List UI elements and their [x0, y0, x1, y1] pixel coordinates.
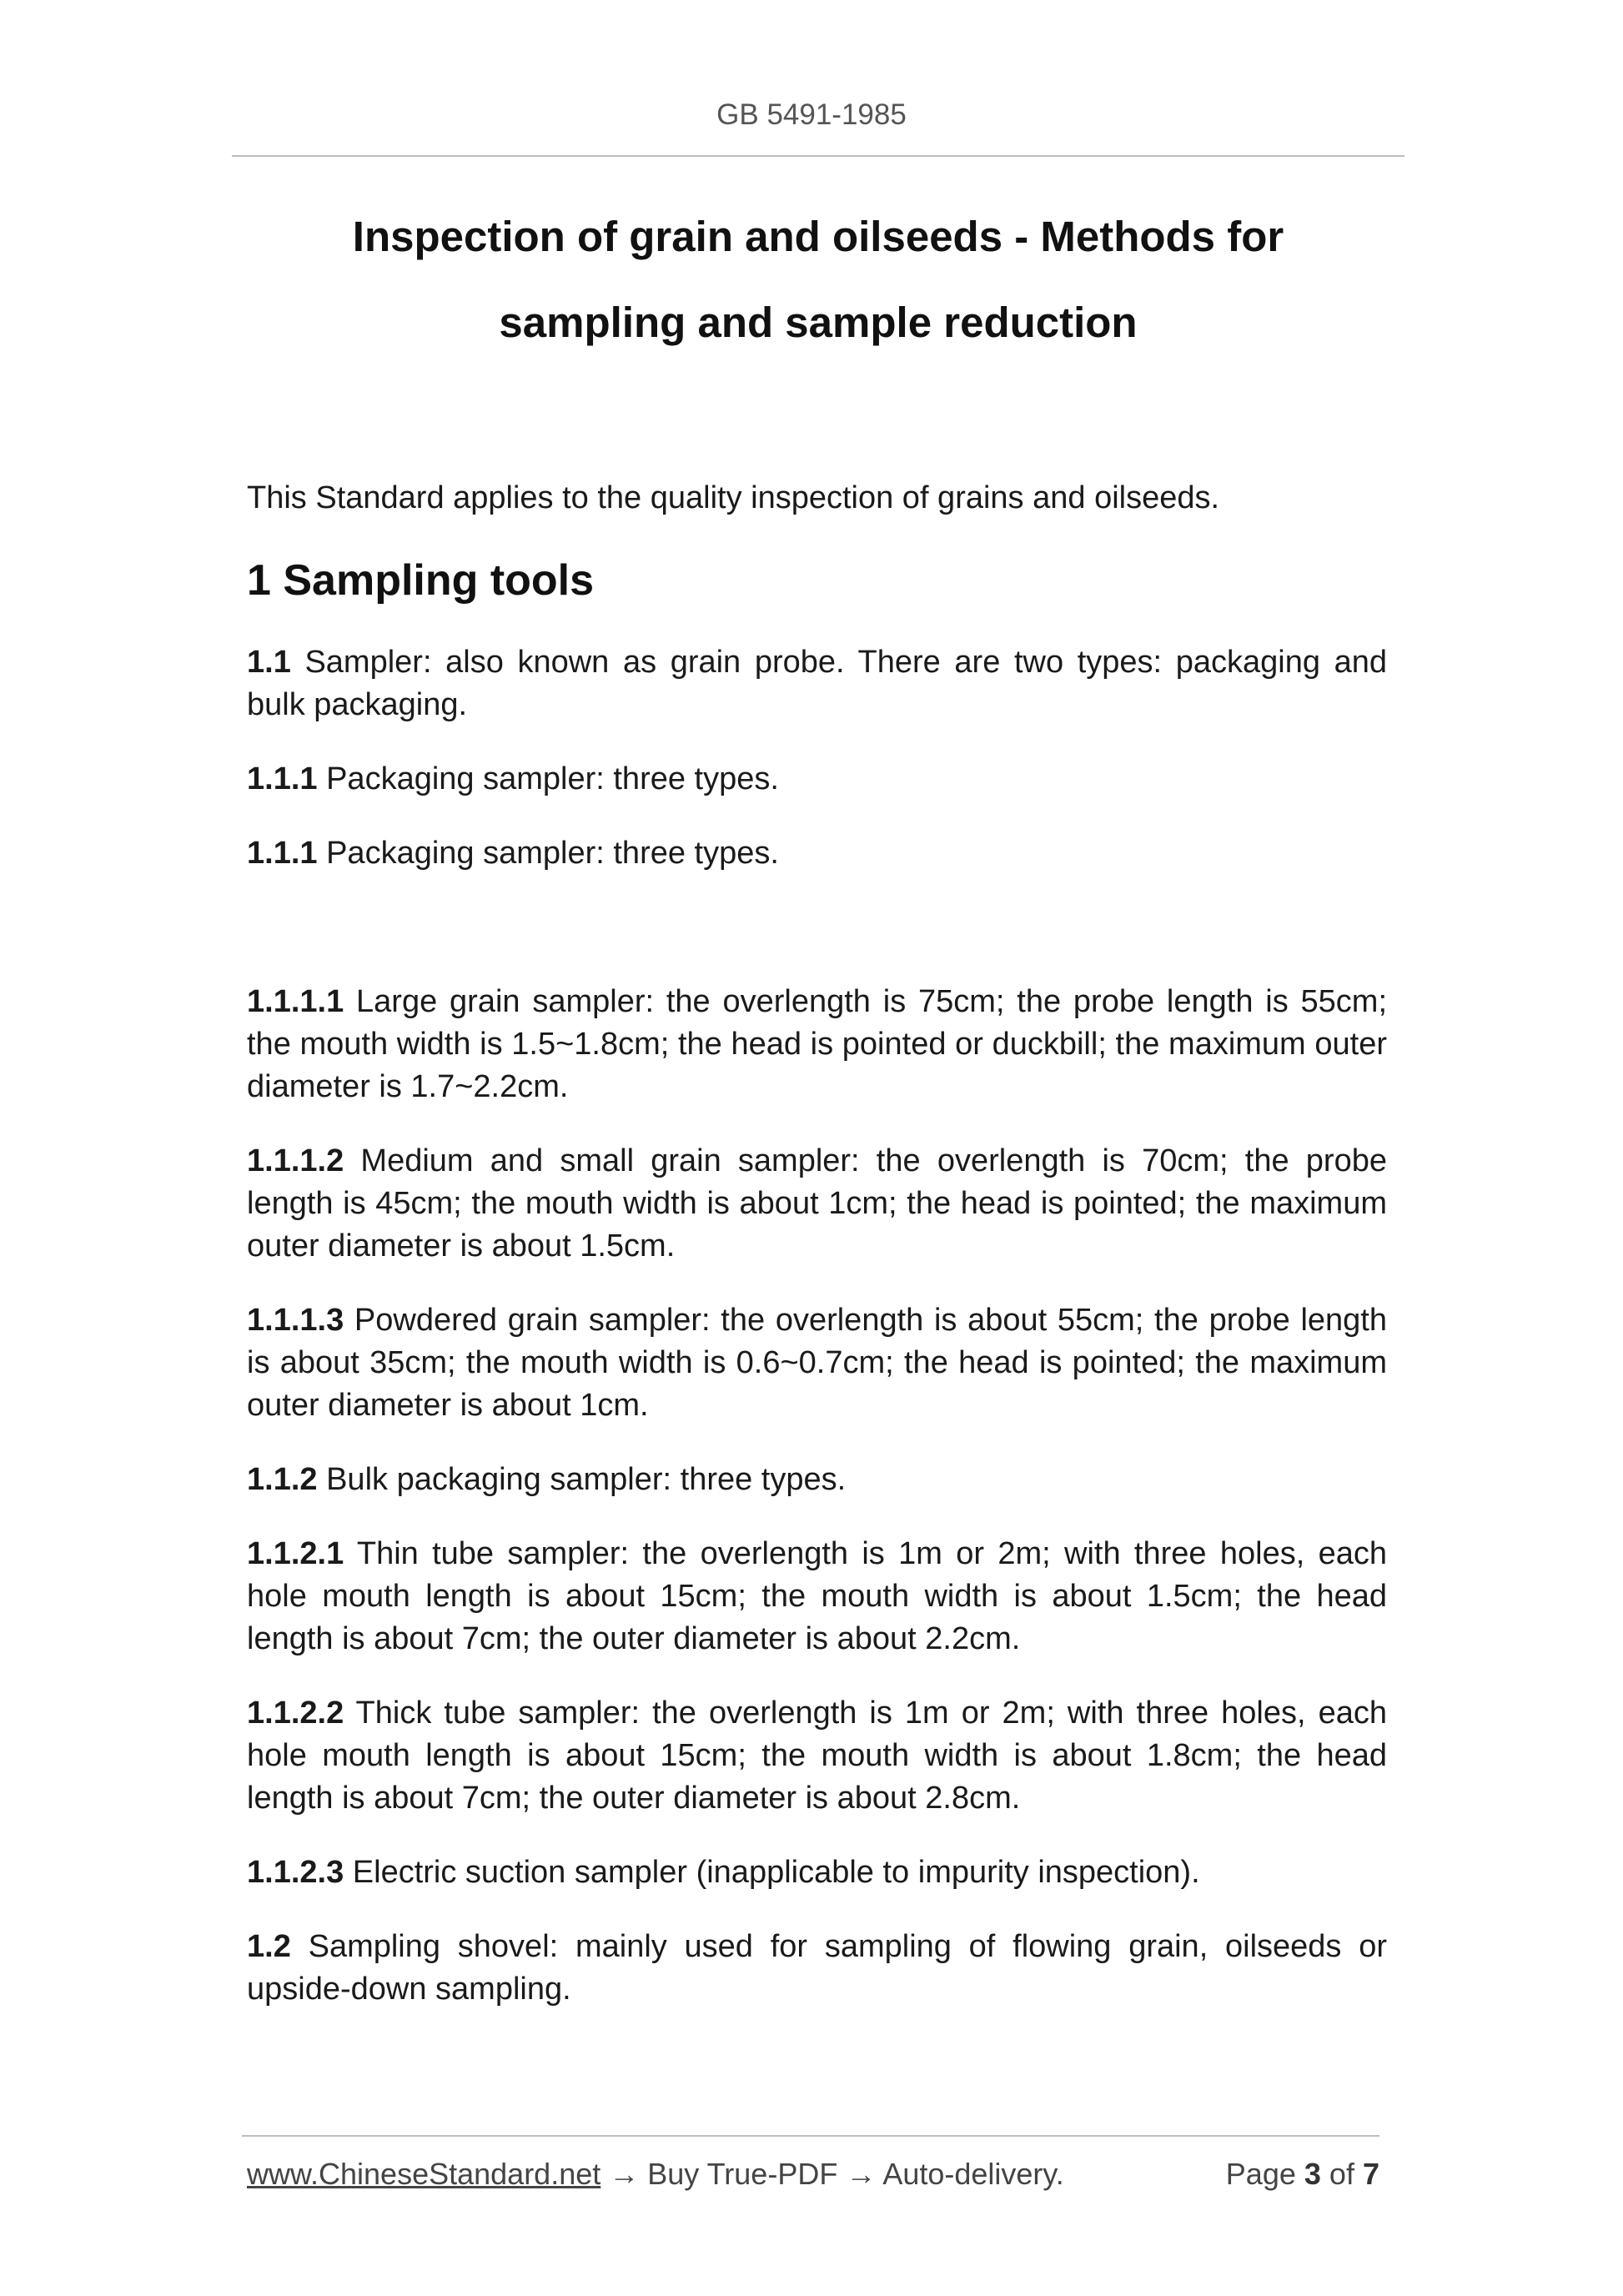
page-of-label: of — [1329, 2157, 1354, 2191]
clause-1-1-2 — [247, 1459, 1387, 1501]
document-title-line-1: Inspection of grain and oilseeds - Methods for — [352, 213, 1284, 260]
clause-text: Bulk packaging sampler: three types. — [317, 1462, 847, 1497]
document-title-line-2: sampling and sample reduction — [499, 299, 1138, 346]
clause-text: Medium and small grain sampler: the overlength is 70cm; the probe length is 45cm; the mouth width is about 1cm; the head is pointed; the maximum outer diameter is about 1.5cm. — [247, 1143, 1387, 1264]
page-label: Page — [1225, 2157, 1296, 2191]
clause-1-1-1-1 — [247, 981, 1387, 1108]
clause-1-1-1 — [247, 758, 1387, 801]
clause-number: 1.1.1.3 — [247, 1303, 344, 1338]
page-current: 3 — [1304, 2157, 1321, 2191]
clause-text: Large grain sampler: the overlength is 75cm; the probe length is 55cm; the mouth width is 1.5~1.8cm; the head is pointed or duckbill; the maximum outer diameter is 1.7~2.2cm. — [247, 984, 1387, 1104]
document-body — [247, 477, 1387, 2042]
clause-text: Sampling shovel: mainly used for sampling of flowing grain, oilseeds or upside-down sampling. — [247, 1929, 1387, 2007]
clause-number: 1.1.1.2 — [247, 1143, 344, 1178]
clause-number: 1.1.2 — [247, 1462, 318, 1497]
page-total: 7 — [1362, 2157, 1379, 2191]
footer-divider — [242, 2135, 1379, 2137]
clause-number: 1.1.2.1 — [247, 1536, 344, 1571]
document-title — [232, 193, 1404, 365]
clause-number: 1.1 — [247, 645, 291, 680]
website-link[interactable]: www.ChineseStandard.net — [247, 2157, 601, 2191]
clause-1-2 — [247, 1926, 1387, 2011]
header-divider — [232, 155, 1404, 157]
clause-number: 1.1.1 — [247, 836, 318, 871]
clause-text: Packaging sampler: three types. — [317, 836, 779, 871]
clause-text: Thin tube sampler: the overlength is 1m or 2m; with three holes, each hole mouth length is about 15cm; the mouth width is about 1.5cm; the head length is about 7cm; the outer diameter is about 2.2cm. — [247, 1536, 1387, 1656]
clause-1-1-1-2 — [247, 1140, 1387, 1268]
clause-number: 1.1.1.1 — [247, 984, 344, 1019]
clause-text: Sampler: also known as grain probe. There are two types: packaging and bulk packaging. — [247, 645, 1387, 722]
footer-promo — [247, 2157, 1064, 2192]
clause-text: Thick tube sampler: the overlength is 1m or 2m; with three holes, each hole mouth length is about 15cm; the mouth width is about 1.8cm; the head length is about 7cm; the outer diameter is about 2.8cm. — [247, 1696, 1387, 1816]
clause-text: Packaging sampler: three types. — [317, 761, 779, 796]
clause-number: 1.1.2.3 — [247, 1855, 344, 1890]
scope-statement: This Standard applies to the quality inspection of grains and oilseeds. — [247, 480, 1220, 515]
clause-text: Electric suction sampler (inapplicable to impurity inspection). — [344, 1855, 1200, 1890]
footer-tagline: → Buy True-PDF → Auto-delivery. — [600, 2157, 1064, 2191]
clause-1-1-1-repeat — [247, 832, 1387, 875]
clause-1-1 — [247, 641, 1387, 726]
clause-1-1-2-3 — [247, 1851, 1387, 1894]
page-header: GB 5491-1985 — [716, 98, 907, 131]
clause-text: Powdered grain sampler: the overlength is about 55cm; the probe length is about 35cm; the mouth width is 0.6~0.7cm; the head is pointed; the maximum outer diameter is about 1cm. — [247, 1303, 1387, 1423]
page-footer — [247, 2157, 1379, 2197]
page-number — [1226, 2157, 1379, 2192]
clause-number: 1.1.2.2 — [247, 1696, 344, 1731]
clause-number: 1.1.1 — [247, 761, 318, 796]
clause-1-1-2-2 — [247, 1692, 1387, 1820]
clause-1-1-2-1 — [247, 1533, 1387, 1660]
section-heading-sampling-tools: 1 Sampling tools — [247, 556, 595, 605]
clause-number: 1.2 — [247, 1929, 291, 1964]
clause-1-1-1-3 — [247, 1299, 1387, 1427]
